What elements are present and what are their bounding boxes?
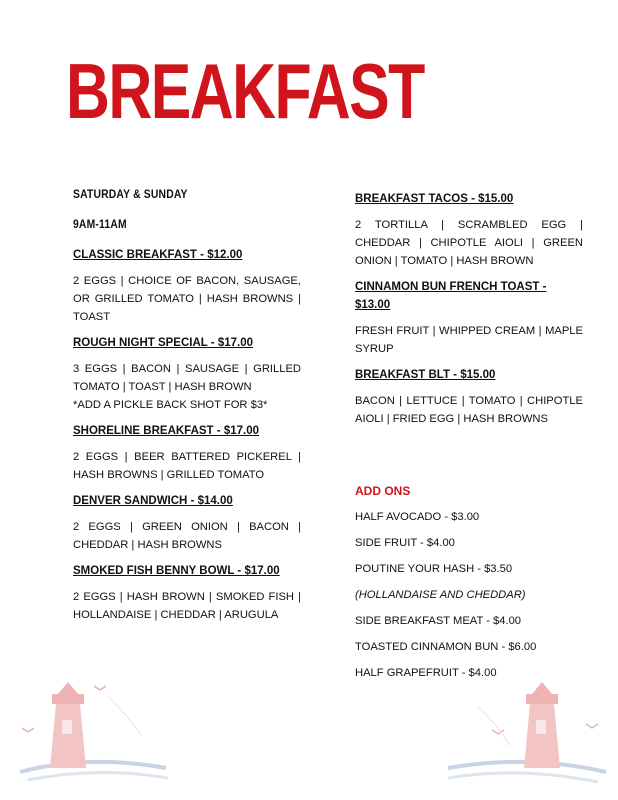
page-title: BREAKFAST [66,47,424,135]
hours-label: 9AM-11AM [73,219,127,231]
menu-item-denver-sandwich [73,492,301,554]
item-description: 2 EGGS | GREEN ONION | BACON | CHEDDAR | HASH BROWNS [73,521,301,551]
item-title: DENVER SANDWICH - $14.00 [73,495,233,507]
item-description: FRESH FRUIT | WHIPPED CREAM | MAPLE SYRUP [355,325,583,355]
item-title: SHORELINE BREAKFAST - $17.00 [73,425,259,437]
item-name: CLASSIC BREAKFAST [73,249,197,261]
item-description: BACON | LETTUCE | TOMATO | CHIPOTLE AIOLI | FRIED EGG | HASH BROWNS [355,395,583,425]
item-price: $15.00 [478,193,514,205]
item-name: BREAKFAST TACOS [355,193,468,205]
addons-section [355,482,583,682]
item-price: $17.00 [244,565,280,577]
addon-item: HALF GRAPEFRUIT - $4.00 [355,667,497,679]
item-title: BREAKFAST BLT - $15.00 [355,369,496,381]
menu-item-rough-night-special [73,334,301,414]
menu-item-breakfast-tacos [355,190,583,270]
left-menu-column [73,186,301,632]
menu-item-shoreline-breakfast [73,422,301,484]
item-description: 3 EGGS | BACON | SAUSAGE | GRILLED TOMATO | TOAST | HASH BROWN [73,363,301,393]
menu-item-cinnamon-bun-french-toast [355,278,583,358]
item-title: CLASSIC BREAKFAST - $12.00 [73,249,243,261]
addon-item: SIDE FRUIT - $4.00 [355,537,455,549]
menu-item-classic-breakfast [73,246,301,326]
item-name: ROUGH NIGHT SPECIAL [73,337,208,349]
item-price: $17.00 [223,425,259,437]
item-price: $17.00 [217,337,254,349]
item-title: ROUGH NIGHT SPECIAL - $17.00 [73,337,254,349]
days-label: SATURDAY & SUNDAY [73,189,188,201]
menu-item-smoked-fish-benny-bowl [73,562,301,624]
item-price: $13.00 [355,299,391,311]
lighthouse-left-icon [18,676,168,792]
item-title: BREAKFAST TACOS - $15.00 [355,193,514,205]
addon-note: (HOLLANDAISE AND CHEDDAR) [355,589,526,601]
item-name: BREAKFAST BLT [355,369,450,381]
item-title: CINNAMON BUN FRENCH TOAST - $13.00 [355,281,547,311]
item-name: SHORELINE BREAKFAST [73,425,214,437]
item-price: $15.00 [460,369,496,381]
item-description: 2 TORTILLA | SCRAMBLED EGG | CHEDDAR | CHIPOTLE AIOLI | GREEN ONION | TOMATO | HASH BROWN [355,219,583,267]
item-description: 2 EGGS | HASH BROWN | SMOKED FISH | HOLLANDAISE | CHEDDAR | ARUGULA [73,591,301,621]
item-name: DENVER SANDWICH [73,495,188,507]
item-title: SMOKED FISH BENNY BOWL - $17.00 [73,565,280,577]
addon-item: HALF AVOCADO - $3.00 [355,511,480,523]
item-description: 2 EGGS | BEER BATTERED PICKEREL | HASH BROWNS | GRILLED TOMATO [73,451,301,481]
right-menu-column [355,190,583,690]
addon-item: TOASTED CINNAMON BUN - $6.00 [355,641,537,653]
item-description: 2 EGGS | CHOICE OF BACON, SAUSAGE, OR GRILLED TOMATO | HASH BROWNS | TOAST [73,275,301,323]
item-note: *ADD A PICKLE BACK SHOT FOR $3* [73,399,268,411]
addon-item: POUTINE YOUR HASH - $3.50 [355,563,513,575]
addon-item: SIDE BREAKFAST MEAT - $4.00 [355,615,522,627]
item-name: SMOKED FISH BENNY BOWL [73,565,235,577]
addons-heading: ADD ONS [355,484,411,498]
menu-item-breakfast-blt [355,366,583,428]
lighthouse-right-icon [448,676,608,792]
item-price: $14.00 [197,495,233,507]
item-price: $12.00 [207,249,243,261]
item-name: CINNAMON BUN FRENCH TOAST [355,281,540,293]
